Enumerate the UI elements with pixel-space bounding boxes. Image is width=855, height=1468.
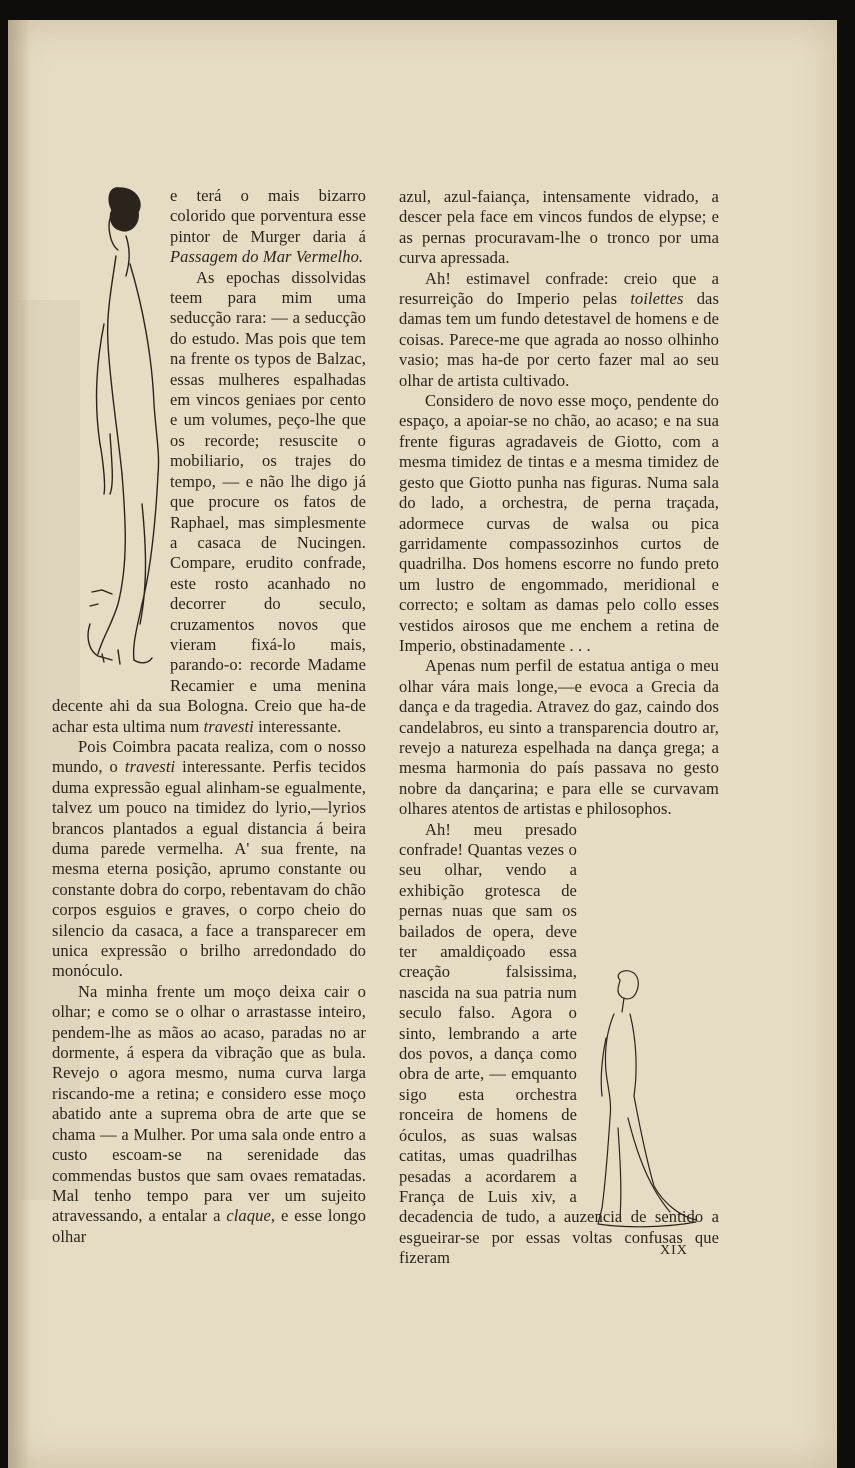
paragraph-text: Ah! meu presado confrade! Quantas vezes o seu olhar, vendo a exhibição grotesca de pernas nuas que sam os bailados de opera, deve ter amaldiçoado essa creação falsissima, nascida na sua patria num seculo falso. Agora o sinto, lembrando a arte dos povos, a dança como obra de arte, — emquanto sigo esta orchestra ronceira de homens de óculos, as suas walsas catitas, umas quadrilhas pesadas a acordarem a França de Luis xiv, a decadencia de tudo, a auzencia de sentido a esgueirar-se por essas voltas confusas que fizeram — [399, 819, 719, 1268]
paragraph-italic: claque — [226, 1206, 271, 1226]
paragraph-italic: toilettes — [630, 289, 684, 309]
right-illustration-wrap — [577, 940, 719, 1190]
paragraph: Considero de novo esse moço, pendente do espaço, a apoiar-se no chão, ao acaso; e na sua frente figuras agradaveis de Giotto, com a mesma timidez de tintas e a mesma timidez de gesto que Giotto punha nas figuras. Numa sala do lado, a orchestra, de perna traçada, adormece curvas de walsa ou pica garridamente compassozinhos curtos de quadrilha. Dos homens escorre no fundo preto um lustro de engommado, meridional e correcto; e soltam as damas pelo collo esses vestidos airosos que me enchem a retina de Imperio, obstinadamente . . . — [399, 391, 719, 655]
paragraph-text: das damas tem um fundo detestavel de homens e de coisas. Parece-me que agrada ao nosso olhinho vasio; mas ha-de por certo fazer mal ao seu olhar de artista cultivado. — [399, 289, 719, 390]
page-number: XIX — [660, 1243, 688, 1258]
paragraph: Apenas num perfil de estatua antiga o meu olhar vára mais longe,—e evoca a Grecia da dança e da tragedia. Atravez do gaz, caindo dos candelabros, eu sinto a transparencia doutro ar, revejo a natureza espelhada na dança grega; a mesma harmonia do país passava no gesto nobre da dançarina; e para elle se curvavam olhares atentos de artistas e philosophos. — [399, 656, 719, 819]
paragraph-text: , e esse longo olhar — [52, 1206, 366, 1246]
paragraph-text: interessante. — [253, 716, 342, 736]
paragraph — [399, 820, 719, 1269]
paragraph: azul, azul-faiança, intensamente vidrado, a descer pela face em vincos fundos de elypse; e as pernas procuravam-lhe o tronco por uma curva apressada. — [399, 187, 719, 268]
paragraph — [399, 269, 719, 391]
paragraph-text: As epochas dissolvidas teem para mim uma seducção rara: — a seducção do estudo. Mas pois que tem na frente os typos de Balzac, essas mulheres espalhadas em vincos geniaes por cento e um volumes, peço-lhe que os recorde; resuscite o mobiliario, os trajes do tempo, — e não lhe digo já que procure os fatos de Raphael, mas simplesmente a casaca de Nucingen. Compare, erudito confrade, este rosto acanhado no decorrer do seculo, cruzamentos novos que vieram fixá-lo mais, parando-o: recorde Madame Recamier e uma menina decente ahi da sua Bologna. Creio que ha-de achar esta ultima num — [52, 267, 366, 736]
paragraph-text: e terá o mais bizarro colorido que porventura esse pintor de Murger daria á — [170, 186, 366, 246]
paragraph-italic: travesti — [124, 757, 176, 777]
paragraph-text: Pois Coimbra pacata realiza, com o nosso mundo, o — [52, 736, 366, 777]
paragraph-text: Ah! estimavel confrade: creio que a resurreição do Imperio pelas — [399, 268, 719, 309]
right-text-column — [399, 187, 719, 1269]
paragraph — [52, 737, 366, 982]
paragraph-text: interessante. Perfis tecidos duma expressão egual alinham-se egualmente, talvez um pouco na timidez do lyrio,—lyrios brancos plantados a egual distancia á beira duma parede vermelha. A' sua frente, na mesma eterna posição, aprumo constante ou constante dobra do corpo, rebentavam do chão corpos esguios e graves, o corpo cheio do silencio da casaca, a face a transparecer em unica expressão o brilho arredondado do monóculo. — [52, 757, 366, 981]
left-illustration-wrap — [52, 186, 170, 676]
left-text-column — [52, 186, 366, 1247]
paragraph-italic: travesti — [203, 716, 254, 736]
paragraph — [52, 982, 366, 1247]
paragraph-italic: Passagem do Mar Vermelho. — [170, 247, 364, 267]
paragraph-text: Na minha frente um moço deixa cair o olhar; e como se o olhar o arrastasse inteiro, pendem-lhe as mãos ao acaso, paradas no ar dormente, á espera da vibração que as bula. Revejo o agora mesmo, numa curva larga riscando-me a retina; e considero esse moço abatido ante a suprema obra de arte que se chama — a Mulher. Por uma sala onde entro a custo escoam-se na serenidade das commendas bustos que sam ovaes rematadas. Mal tenho tempo para ver um sujeito atravessando, a entalar a — [52, 981, 366, 1226]
